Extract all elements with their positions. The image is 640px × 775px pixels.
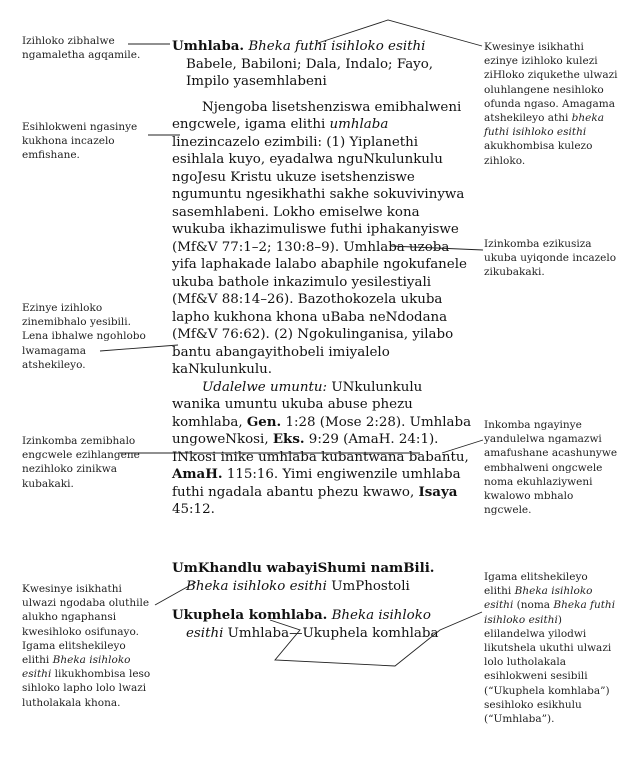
note-subheadings: Ezinye izihloko zinemibhalo yesibili. Lena ibhalwe ngohlobo lwamagama atshekileyo. [22,302,146,371]
topic-title: Ukuphela komhlaba. [172,607,328,623]
subheading: Udalelwe umuntu: [202,379,328,395]
note-see-also: Kwesinye isikhathi ezinye izihloko kulezi ziHloko ziqukethe ulwazi oluhlangene nesihloko ofunda ngaso. Amagama atshekileyo athi bheka futhi isihloko esithi akukhombisa kulezo zihloko. [484,41,618,167]
entry-umhlaba-heading [172,38,472,91]
note-subtopic-pointer: Igama elitshekileyo elithi Bheka isihloko esithi (noma Bheka futhi isihloko esithi) elilandelwa yilodwi likutshela ukuthi ulwazi lolo lutholakala esihlokweni sesibili (“Ukuphela komhlaba”) sesihloko esikhulu (“Umhlaba”). [484,571,616,726]
entry-umhlaba-definition: Njengoba lisetshenziswa emibhalweni engcwele, igama elithi umhlaba linezincazelo ezimbili: (1) Yiplanethi esihlala kuyo, eyadalwa nguNkulunkulu ngoJesu Kristu ukuze isetshenziswe ngumuntu ngesikhathi sakhe sokuvivinywa sasemhlabeni. Lokho emiselwe kona wukuba ikhazimuliswe futhi iphakanyiswe (Mf&V 77:1–2; 130:8–9). Umhlaba uzoba yifa laphakade lalabo abaphile ngokufanele ukuba bathole inkazimulo yesilestiyali (Mf&V 88:14–26). Bazothokozela ukuba lapho kukhona khona uBaba neNdodana (Mf&V 76:62). (2) Ngokulinganisa, yilabo bantu abangayithobeli imiyalelo kaNkulunkulu. [172,99,467,377]
note-reference-excerpt: Inkomba ngayinye yandulelwa ngamazwi amafushane acashunywe embhalweni ongcwele noma ekuhlaziyweni kwalowo mbhalo ngcwele. [484,419,618,517]
entry-umkhandlu [172,560,472,595]
see-target: UmPhostoli [331,578,410,594]
scripture-ref: Isaya [418,483,458,500]
see-target: Umhlaba—Ukuphela komhlaba [227,625,439,641]
scripture-ref: Eks. [272,431,305,447]
see-phrase: Bheka isihloko esithi [186,608,431,641]
see-also-targets: Babele, Babiloni; Dala, Indalo; Fayo, Impilo yasemhlabeni [186,56,434,89]
entry-umhlaba [172,38,472,519]
scripture-ref: AmaH. [172,466,223,482]
topic-title: Umhlaba. [172,38,245,54]
entry-ukuphela-komhlaba [172,607,472,642]
note-references-in-brackets: Izinkomba ezikusiza ukuba uyiqonde incazelo zikubakaki. [484,238,617,279]
note-see-topic: Kwesinye isikhathi ulwazi ngodaba oluthile alukho ngaphansi kwesihloko osifunayo. Igama elitshekileyo elithi Bheka isihloko esithi likukhombisa leso sihloko lapho lolo lwazi lutholakala khona. [22,583,151,709]
scripture-ref: Gen. [246,413,282,430]
note-short-definition: Esihlokweni ngasinye kukhona incazelo emfishane. [22,121,138,162]
topic-title: UmKhandlu wabayiShumi namBili. [172,560,435,576]
note-bold-headings: Izihloko zibhalwe ngamaletha agqamile. [22,35,141,62]
see-phrase: Bheka isihloko esithi [186,578,327,594]
see-also-phrase: Bheka futhi isihloko esithi [248,39,426,54]
subentry-udalelwe-umuntu: Udalelwe umuntu: UNkulunkulu wanika umuntu ukuba abuse phezu komhlaba, Gen. 1:28 (Mose 2:28). Umhlaba ungoweNkosi, Eks. 9:29 (AmaH. 24:1). INkosi inike umhlaba kubantwana babantu, AmaH. 115:16. Yimi engiwenzile umhlaba futhi ngadala abantu phezu kwawo, Isaya 45:12. [172,379,472,517]
note-scripture-references: Izinkomba zemibhalo engcwele ezihlangene nezihloko zinikwa kubakaki. [22,435,140,490]
